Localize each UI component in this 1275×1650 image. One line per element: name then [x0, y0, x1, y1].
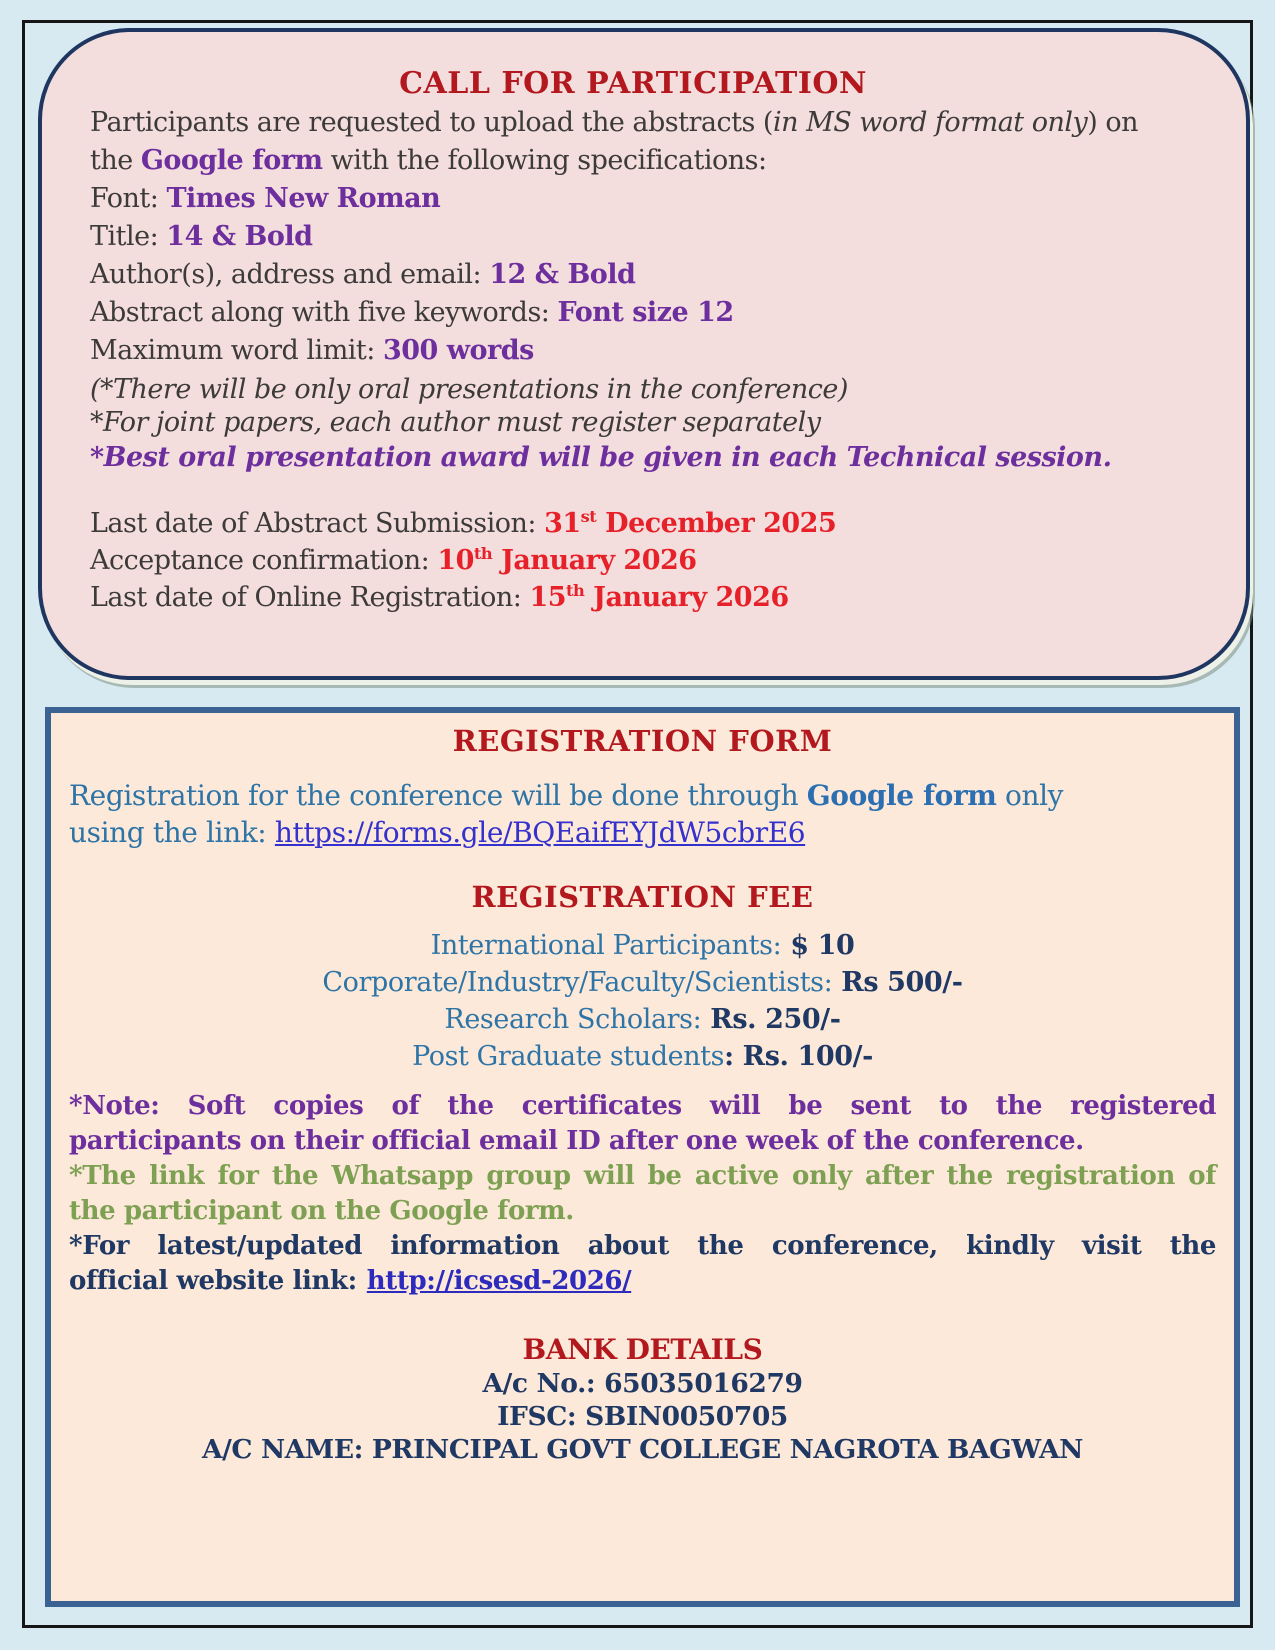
fee-value: Rs. 250/- — [701, 1004, 841, 1035]
call-intro-line-1 — [90, 104, 1176, 142]
intro-text-italic: in MS word format only — [772, 107, 1088, 138]
call-intro-line-2 — [90, 142, 1176, 180]
acceptance-confirmation-date — [90, 542, 1176, 579]
fee-row-corporate — [69, 964, 1216, 1001]
spec-label: Title: — [90, 221, 167, 252]
date-rest: January 2026 — [492, 545, 697, 576]
spec-value: Times New Roman — [166, 183, 441, 214]
spec-label: Author(s), address and email: — [90, 259, 490, 290]
call-for-participation-panel — [38, 28, 1250, 680]
date-label: Last date of Abstract Submission: — [90, 508, 545, 539]
spec-line-font — [90, 180, 1176, 218]
spec-label: Abstract along with five keywords: — [90, 297, 558, 328]
abstract-submission-date — [90, 505, 1176, 542]
reg-intro-text-b: only — [996, 779, 1064, 812]
fee-colon: : — [692, 1004, 702, 1035]
fee-label: Corporate/Industry/Faculty/Scientists — [322, 967, 824, 998]
bank-account-name: A/C NAME: PRINCIPAL GOVT COLLEGE NAGROTA BAGWAN — [201, 1434, 1084, 1465]
fee-value: : Rs. 100/- — [724, 1041, 873, 1072]
bank-details-title: BANK DETAILS — [522, 1333, 763, 1366]
whatsapp-note-line-1: *The link for the Whatsapp group will be active only after the registration of — [69, 1161, 1216, 1191]
spec-line-author — [90, 256, 1176, 294]
website-link-label: official website link: — [69, 1266, 357, 1296]
date-label: Last date of Online Registration: — [90, 582, 530, 613]
reg-intro-line-2 — [69, 814, 1216, 851]
date-day: 10 — [437, 545, 474, 576]
fee-colon: : — [823, 967, 833, 998]
whatsapp-note-line-2: the participant on the Google form. — [69, 1196, 574, 1226]
date-ordinal: th — [566, 581, 585, 600]
online-registration-date — [90, 579, 1176, 616]
whatsapp-group-note — [69, 1159, 1216, 1229]
date-ordinal: th — [473, 544, 493, 563]
google-form-highlight: Google form — [140, 145, 323, 176]
google-form-highlight: Google form — [806, 779, 997, 812]
spec-value: 300 words — [382, 335, 534, 366]
certificates-note-line-1: *Note: Soft copies of the certificates will be sent to the registered — [69, 1091, 1216, 1121]
fee-label: International Participants — [430, 930, 773, 961]
intro-text-a: Participants are requested to upload the abstracts ( — [90, 107, 773, 138]
date-day: 31 — [544, 508, 581, 539]
notes-section — [69, 1089, 1216, 1299]
spec-line-abstract — [90, 294, 1176, 332]
spec-label: Font: — [90, 183, 167, 214]
certificates-note — [69, 1089, 1216, 1159]
registration-form-panel — [45, 707, 1240, 1607]
certificates-note-line-2: participants on their official email ID after one week of the conference. — [69, 1126, 1084, 1156]
spec-value: 12 & Bold — [489, 259, 636, 290]
bank-account-number: A/c No.: 65035016279 — [482, 1368, 803, 1399]
spec-value: 14 & Bold — [166, 221, 313, 252]
fee-list — [69, 927, 1216, 1075]
bank-details — [69, 1333, 1216, 1466]
oral-presentations-note: (*There will be only oral presentations in the conference) — [90, 374, 848, 405]
date-rest: January 2026 — [584, 582, 789, 613]
spec-line-wordlimit — [90, 332, 1176, 370]
date-ordinal: st — [580, 507, 597, 526]
official-website-link[interactable]: http://icsesd-2026/ — [366, 1266, 632, 1296]
reg-intro-line-1 — [69, 777, 1216, 814]
important-dates — [90, 505, 1176, 616]
date-rest: December 2025 — [596, 508, 837, 539]
fee-colon: : — [772, 930, 782, 961]
registration-fee-title: REGISTRATION FEE — [471, 880, 814, 914]
joint-papers-note: *For joint papers, each author must register separately — [90, 407, 821, 438]
google-form-link[interactable]: https://forms.gle/BQEaifEYJdW5cbrE6 — [274, 816, 806, 849]
call-title: CALL FOR PARTICIPATION — [399, 66, 867, 101]
italic-notes — [90, 373, 1176, 477]
website-info-note — [69, 1229, 1216, 1299]
intro-text-b: ) on — [1087, 107, 1139, 138]
spec-value: Font size 12 — [557, 297, 734, 328]
best-oral-award-note: *Best oral presentation award will be given in each Technical session. — [90, 442, 1112, 473]
fee-value: Rs 500/- — [832, 967, 963, 998]
intro-text-d: with the following specifications: — [322, 145, 767, 176]
fee-label: Post Graduate students — [412, 1041, 725, 1072]
reg-intro-text-a: Registration for the conference will be done through — [69, 779, 807, 812]
fee-row-postgraduate — [69, 1038, 1216, 1075]
reg-intro-text-c: using the link: — [69, 816, 275, 849]
website-note-line-1: *For latest/updated information about the conference, kindly visit the — [69, 1231, 1216, 1261]
fee-label: Research Scholars — [444, 1004, 693, 1035]
registration-form-title: REGISTRATION FORM — [452, 724, 833, 758]
intro-text-c: the — [90, 145, 141, 176]
spec-line-title — [90, 218, 1176, 256]
fee-row-research-scholars — [69, 1001, 1216, 1038]
date-label: Acceptance confirmation: — [90, 545, 438, 576]
registration-intro — [69, 777, 1216, 851]
website-note-line-2 — [69, 1264, 1216, 1299]
spec-label: Maximum word limit: — [90, 335, 383, 366]
date-day: 15 — [529, 582, 567, 613]
fee-value: $ 10 — [781, 930, 855, 961]
fee-row-international — [69, 927, 1216, 964]
bank-ifsc: IFSC: SBIN0050705 — [497, 1401, 788, 1432]
